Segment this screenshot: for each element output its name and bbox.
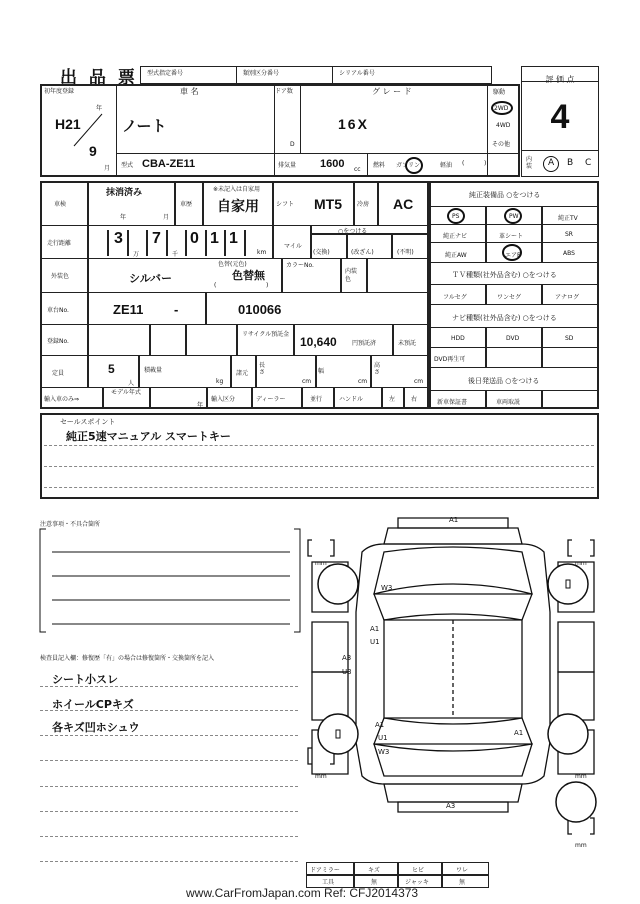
grade-eval-value: 4 bbox=[550, 98, 570, 136]
pw-circle bbox=[504, 208, 522, 224]
first-reg-label: 初年度登録 bbox=[44, 88, 75, 95]
ps-circle bbox=[447, 208, 465, 224]
mark-front: A1 bbox=[449, 516, 459, 524]
watermark: www.CarFromJapan.com Ref: CFJ2014373 bbox=[186, 886, 419, 900]
mark-side: A3 bbox=[342, 654, 352, 662]
inspection-value: 抹消済み bbox=[106, 188, 143, 198]
mark-roof: U1 bbox=[370, 638, 380, 646]
page-title: 出 品 票 bbox=[60, 68, 138, 88]
model-cert-label: 型式指定番号 bbox=[147, 70, 184, 77]
mark-side: U3 bbox=[342, 668, 352, 676]
doors-value: D bbox=[290, 141, 295, 148]
grade-eval-header: 評 価 点 bbox=[521, 66, 599, 82]
displacement-value: 1600 bbox=[320, 158, 345, 170]
category-label: 類別区分番号 bbox=[243, 70, 280, 77]
grade-value: 16X bbox=[338, 116, 369, 132]
mark-door: A1 bbox=[375, 721, 385, 729]
drive-2wd-circle bbox=[491, 101, 513, 115]
notes-bracket bbox=[38, 528, 302, 634]
mm-label: mm bbox=[575, 842, 587, 849]
shift-value: MT5 bbox=[314, 196, 342, 212]
mileage-digit: 1 bbox=[229, 230, 238, 247]
fuel-value: ガソリン bbox=[396, 162, 421, 169]
serial-box bbox=[332, 66, 492, 84]
recycle-value: 10,640 bbox=[300, 335, 337, 349]
fuel-circle bbox=[405, 157, 423, 174]
mileage-digit: 3 bbox=[114, 230, 123, 247]
serial-label: シリアル番号 bbox=[339, 70, 375, 77]
mileage-digit: 0 bbox=[190, 230, 199, 247]
chassis-prefix: ZE11 bbox=[113, 302, 144, 317]
mileage-digit: 1 bbox=[210, 230, 219, 247]
history-value: 自家用 bbox=[217, 198, 259, 214]
mark-door: U1 bbox=[378, 734, 388, 742]
capacity-value: 5 bbox=[108, 362, 115, 376]
interior-a-circle bbox=[543, 156, 559, 172]
sales-points-text: 純正5速マニュアル スマートキー bbox=[66, 430, 231, 443]
car-name-value: ノート bbox=[122, 118, 167, 135]
mark-right-rear: A1 bbox=[514, 729, 524, 737]
mm-label: mm bbox=[315, 560, 327, 567]
mark-windshield: W3 bbox=[381, 584, 393, 592]
mark-rear: A3 bbox=[446, 802, 456, 810]
airbag-circle bbox=[502, 244, 522, 261]
first-reg-month: 9 bbox=[89, 143, 97, 159]
note-item: シート小スレ bbox=[52, 673, 118, 686]
model-cert-box bbox=[140, 66, 237, 84]
model-type-value: CBA-ZE11 bbox=[142, 158, 196, 170]
repaint-value: 色替無 bbox=[232, 269, 265, 282]
chassis-number: 010066 bbox=[238, 302, 282, 317]
note-item: 各キズ凹ホシュウ bbox=[52, 721, 140, 734]
ac-value: AC bbox=[393, 196, 414, 212]
mm-label: mm bbox=[315, 773, 327, 780]
first-reg-slash bbox=[72, 112, 104, 148]
mark-roof: A1 bbox=[370, 625, 380, 633]
mark-rear-glass: W3 bbox=[378, 748, 390, 756]
first-reg-year: H21 bbox=[55, 116, 81, 132]
grade-eval-box bbox=[521, 81, 599, 151]
mm-label: mm bbox=[575, 560, 587, 567]
note-item: ホイールCPキズ bbox=[52, 698, 134, 711]
color-value: シルバー bbox=[129, 272, 172, 285]
mm-label: mm bbox=[575, 773, 587, 780]
mileage-digit: 7 bbox=[152, 230, 161, 247]
category-box bbox=[236, 66, 333, 84]
